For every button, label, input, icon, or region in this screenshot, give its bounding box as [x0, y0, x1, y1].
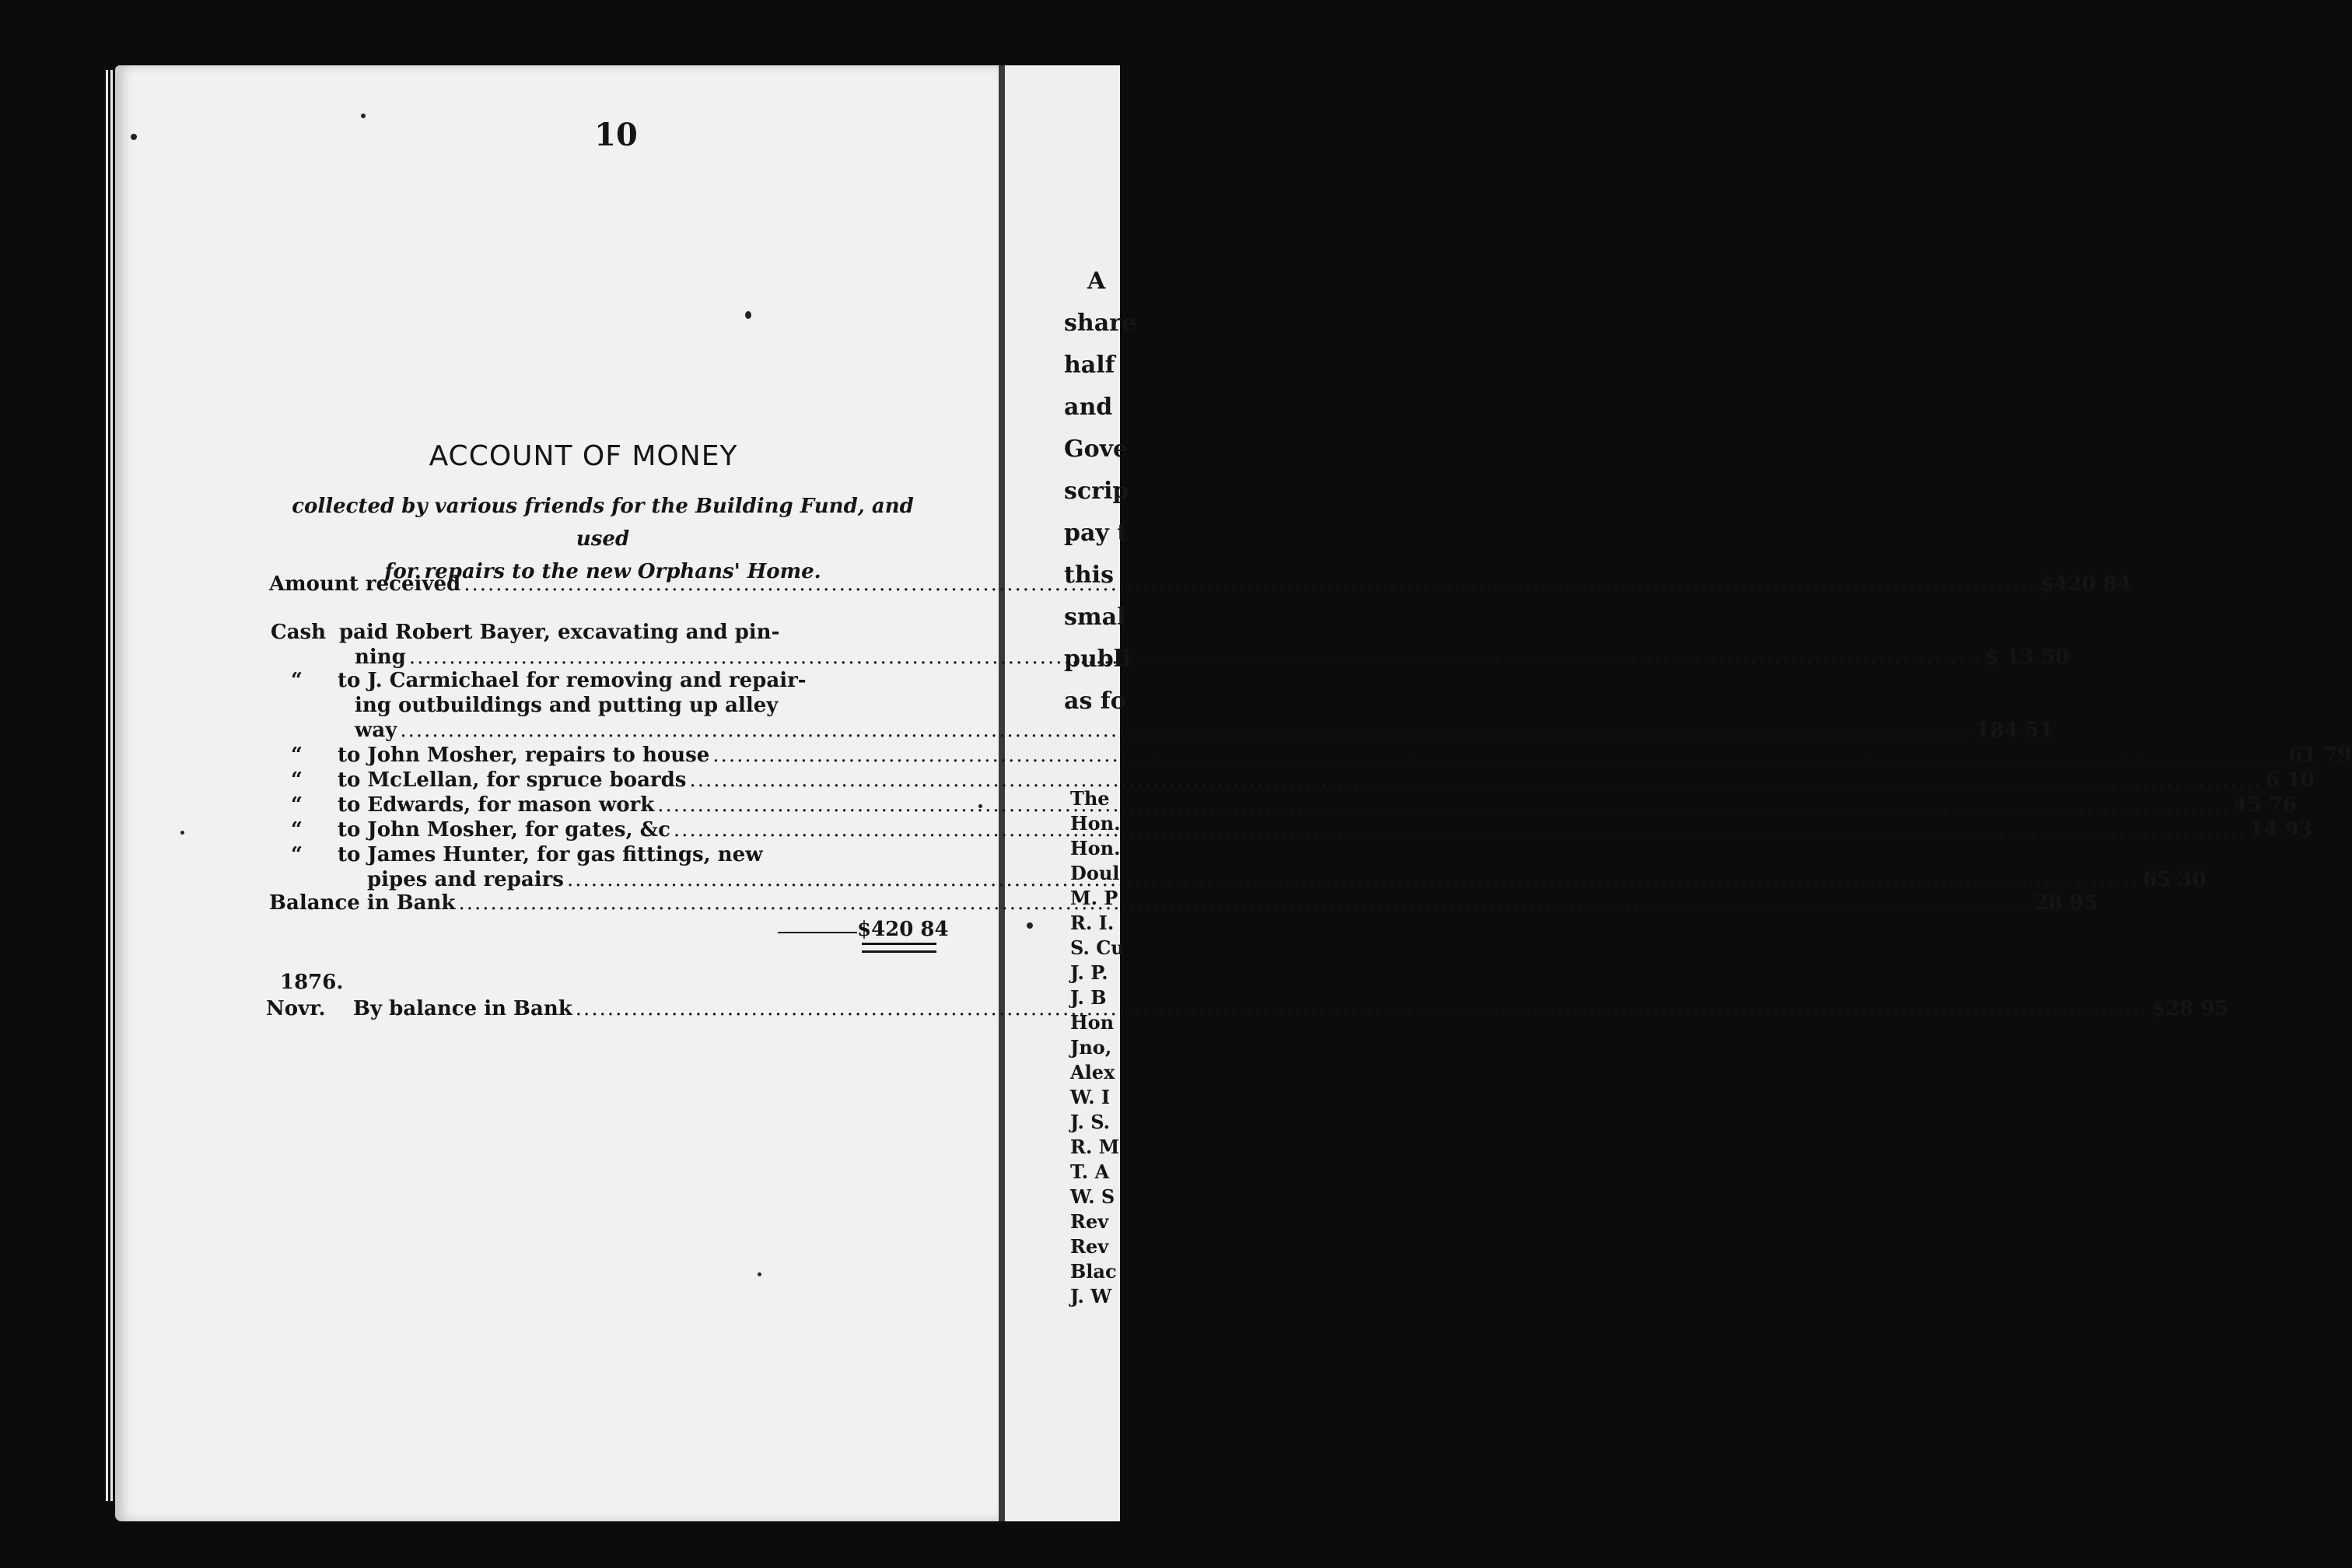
right-page-name: Rev [1070, 1210, 1109, 1233]
right-page-word: half [1064, 352, 1115, 379]
item-row [355, 719, 2053, 742]
right-page-name: S. Cu [1070, 936, 1125, 959]
ditto-mark: “ [291, 793, 303, 817]
right-page-name: J. W [1070, 1285, 1112, 1307]
right-page-word: publi [1064, 646, 1132, 673]
leader-dots [576, 997, 2148, 1020]
right-page-name: M. P [1070, 887, 1118, 909]
subtitle-line: collected by various friends for the Building Fund, and used [292, 495, 914, 551]
month-label: Novr. [266, 997, 326, 1020]
item-line: pipes and repairs [367, 868, 564, 891]
item-line: paid Robert Bayer, excavating and pin- [339, 621, 780, 644]
scan-speck [1027, 922, 1033, 929]
right-page-word: Gove [1064, 436, 1129, 463]
right-page-name: W. I [1070, 1086, 1111, 1108]
right-page-name: J. P. [1070, 961, 1108, 984]
leader-dots [464, 572, 2036, 596]
leader-dots [458, 891, 2031, 915]
right-page-word: share [1064, 310, 1137, 337]
right-page-word: as fo [1064, 688, 1126, 715]
right-page-name: Rev [1070, 1235, 1109, 1258]
right-page-name: Hon [1070, 1011, 1115, 1034]
scan-speck [978, 804, 982, 808]
right-page-name: The [1070, 787, 1110, 810]
scan-speck [180, 831, 184, 835]
item-line: way [355, 719, 397, 742]
item-amount: 6 10 [2265, 768, 2315, 792]
row-amount: $28 95 [2151, 997, 2229, 1020]
item-amount: 184 51 [1976, 719, 2053, 742]
right-page-word: scrip [1064, 478, 1129, 505]
leader-dots [712, 744, 2285, 767]
ditto-mark: “ [291, 818, 303, 842]
right-page-name: J. S. [1070, 1111, 1111, 1133]
leader-dots [674, 818, 2246, 842]
total-rule [778, 932, 857, 933]
right-page-name: Alex [1070, 1061, 1115, 1083]
leader-dots [689, 768, 2262, 792]
item-row [338, 768, 2315, 792]
item-row [338, 744, 2352, 767]
leader-dots [567, 868, 2140, 891]
right-page-word: and [1064, 394, 1113, 421]
ditto-mark: “ [291, 843, 303, 866]
subtitle-line: for repairs to the new Orphans' Home. [384, 560, 821, 583]
row-amount: 28 95 [2034, 891, 2098, 915]
item-line: to John Mosher, repairs to house [338, 744, 710, 767]
page-edge [106, 70, 108, 1501]
leader-dots [400, 719, 1972, 742]
right-page-name: Jno, [1070, 1036, 1112, 1059]
item-line: to Edwards, for mason work [338, 793, 655, 817]
year-label: 1876. [280, 971, 344, 994]
row-label: Balance in Bank [269, 891, 456, 915]
row-amount: $420 84 [2039, 572, 2131, 596]
page-edge [110, 70, 113, 1501]
item-line: to McLellan, for spruce boards [338, 768, 687, 792]
ditto-mark: “ [291, 744, 303, 767]
row-label: By balance in Bank [353, 997, 572, 1020]
item-amount: 61 79 [2288, 744, 2352, 767]
leader-dots [657, 793, 2230, 817]
item-amount: 65 30 [2143, 868, 2207, 891]
row-label: Amount received [269, 572, 461, 596]
right-page-name: J. B [1070, 986, 1107, 1009]
item-line: to James Hunter, for gas fittings, new [338, 843, 763, 866]
right-page-word: pay t [1064, 520, 1129, 547]
item-line: to John Mosher, for gates, &c [338, 818, 670, 842]
item-amount: $ 13 50 [1985, 646, 2070, 669]
scan-speck [361, 114, 366, 118]
right-page-word: this [1064, 562, 1114, 589]
scan-speck [758, 1272, 761, 1276]
right-page-name: Blac [1070, 1260, 1117, 1283]
right-page-name: T. A [1070, 1160, 1110, 1183]
scan-speck [745, 311, 751, 319]
right-page-word: A [1087, 268, 1106, 295]
right-page-name: W. S [1070, 1185, 1115, 1208]
right-page-name: R. M [1070, 1136, 1120, 1158]
right-page-name: Doul [1070, 862, 1120, 884]
item-line: to J. Carmichael for removing and repair- [338, 669, 807, 692]
total-amount: $420 84 [857, 918, 949, 941]
double-rule [862, 943, 936, 945]
double-rule [862, 950, 936, 953]
right-page-name: R. I. [1070, 912, 1115, 934]
page-number: 10 [594, 117, 638, 153]
cash-label: Cash [271, 621, 327, 644]
right-page-name: Hon. [1070, 812, 1121, 835]
item-line: ing outbuildings and putting up alley [355, 694, 779, 717]
ditto-mark: “ [291, 669, 303, 692]
ditto-mark: “ [291, 768, 303, 792]
item-amount: 45 76 [2233, 793, 2297, 817]
leader-dots [409, 646, 1982, 669]
right-page-word: smal [1064, 604, 1126, 631]
page-title: ACCOUNT OF MONEY [429, 440, 738, 472]
scan-speck [131, 134, 137, 140]
item-amount: 14 93 [2249, 818, 2313, 842]
item-line: ning [355, 646, 406, 669]
right-page-name: Hon. [1070, 837, 1121, 859]
